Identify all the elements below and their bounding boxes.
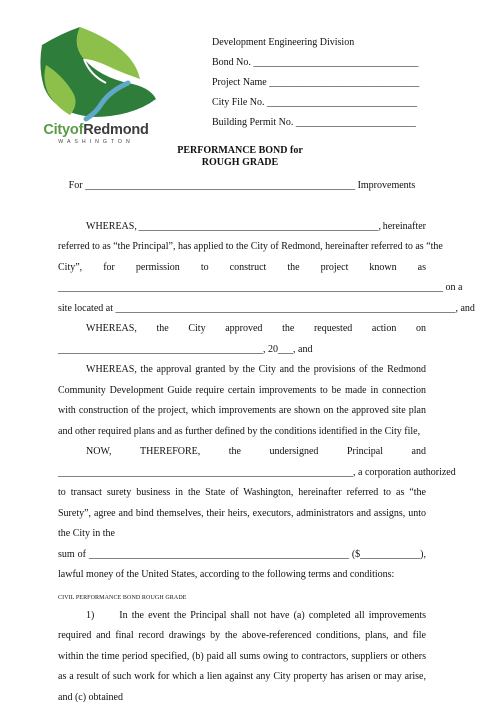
document-body xyxy=(58,176,426,708)
bond-no-field: Bond No. _________________________________ xyxy=(212,53,419,73)
project-known-as-line: _____________________________________________________________________________ on a xyxy=(58,278,426,299)
whereas-approved-line: WHEREAS, the City approved the requested action on xyxy=(58,319,426,340)
document-title: PERFORMANCE BOND for ROUGH GRADE xyxy=(0,145,480,169)
building-permit-no-field: Building Permit No. ________________________ xyxy=(212,113,419,133)
surety-paragraph: to transact surety business in the State of Washington, hereinafter referred to as “the Surety”, agree and bind themselves, their heirs, executors, administrators and assigns, unto the City in the xyxy=(58,483,426,545)
approval-date-line: _________________________________________, 20___, and xyxy=(58,340,426,361)
whereas-approval-paragraph: WHEREAS, the approval granted by the City and the provisions of the Redmond Community Development Guide require certain improvements to be made in connection with construction of the project, which improvements are shown on the approved site plan and other required plans and as further defined by the conditions identified in the City file, xyxy=(58,360,426,442)
referred-principal-line: referred to as “the Principal”, has applied to the City of Redmond, hereinafter referred to as “the xyxy=(58,237,426,258)
for-improvements-line: For ______________________________________________________ Improvements xyxy=(58,176,426,197)
site-located-line: site located at ____________________________________________________________________, and xyxy=(58,299,426,320)
now-therefore-line: NOW, THEREFORE, the undersigned Principal and xyxy=(58,442,426,463)
logo-wordmark: CityofRedmond xyxy=(32,122,160,138)
lawful-money-line: lawful money of the United States, according to the following terms and conditions: xyxy=(58,565,426,586)
logo-state: WASHINGTON xyxy=(32,139,160,145)
surety-name-line: ___________________________________________________________, a corporation authorized xyxy=(58,463,426,484)
sum-line: sum of ____________________________________________________ ($____________), xyxy=(58,545,426,566)
city-file-no-field: City File No. ______________________________ xyxy=(212,93,419,113)
whereas-principal-line: WHEREAS, ________________________________________________, hereinafter xyxy=(58,217,426,238)
division-name: Development Engineering Division xyxy=(212,33,419,53)
page-footer: CIVIL PERFORMANCE BOND ROUGH GRADE xyxy=(58,595,187,601)
project-name-field: Project Name ______________________________ xyxy=(212,73,419,93)
city-permission-line: City”, for permission to construct the project known as xyxy=(58,258,426,279)
condition-item-1: 1) In the event the Principal shall not have (a) completed all improvements required and final record drawings by the above-referenced conditions, plans, and file within the time period specified, (b) paid all sums owing to contractors, suppliers or others as a result of such work for which a lien against any City property has arisen or may arise, and (c) obtained xyxy=(58,606,426,708)
document-header xyxy=(212,33,419,133)
